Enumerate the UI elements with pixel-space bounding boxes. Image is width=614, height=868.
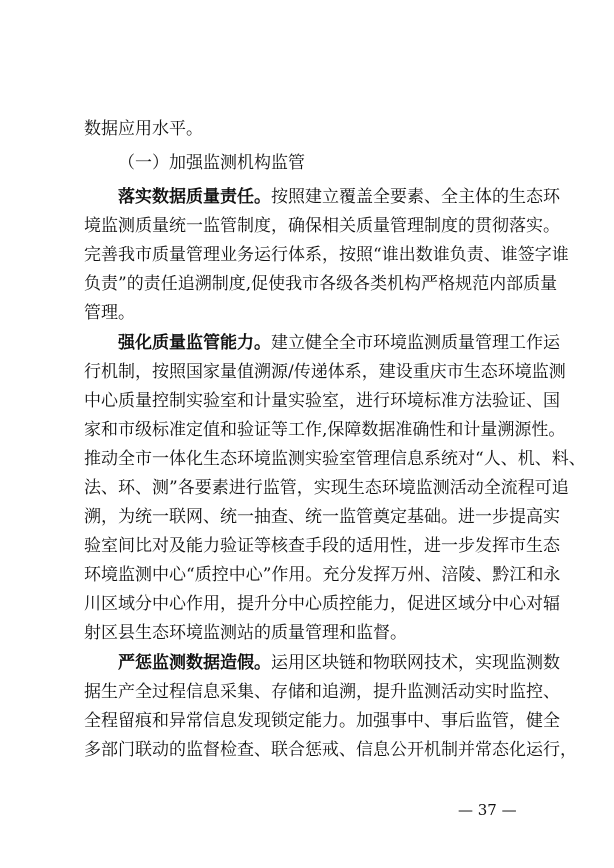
paragraph-2-title: 强化质量监管能力。 (118, 333, 271, 353)
paragraph-2-first-line (118, 331, 560, 355)
paragraph-2-line: 家和市级标准定值和验证等工作,保障数据准确性和计量溯源性。 (84, 420, 566, 440)
paragraph-3-line: 多部门联动的监督检查、联合惩戒、信息公开机制并常态化运行， (84, 740, 577, 760)
paragraph-2-line: 射区县生态环境监测站的质量管理和监督。 (84, 623, 407, 643)
paragraph-2-line: 中心质量控制实验室和计量实验室，进行环境标准方法验证、国 (84, 391, 560, 411)
paragraph-2-line: 法、环、测”各要素进行监管，实现生态环境监测活动全流程可追 (84, 478, 569, 498)
paragraph-3-first-line (118, 651, 560, 675)
paragraph-3-line: 全程留痕和异常信息发现锁定能力。加强事中、事后监管，健全 (84, 711, 560, 731)
paragraph-2-line: 行机制，按照国家量值溯源/传递体系，建设重庆市生态环境监测 (84, 362, 566, 382)
paragraph-1-title: 落实数据质量责任。 (118, 187, 271, 207)
paragraph-1-line: 完善我市质量管理业务运行体系，按照“谁出数谁负责、谁签字谁 (84, 245, 569, 265)
paragraph-2-line: 川区域分中心作用，提升分中心质控能力，促进区域分中心对辐 (84, 594, 560, 614)
paragraph-2-line: 溯，为统一联网、统一抽查、统一监管奠定基础。进一步提高实 (84, 507, 560, 527)
paragraph-2-line: 验室间比对及能力验证等核查手段的适用性，进一步发挥市生态 (84, 536, 560, 556)
paragraph-3-line: 据生产全过程信息采集、存储和追溯，提升监测活动实时监控、 (84, 682, 560, 702)
paragraph-3-first-line-text: 运用区块链和物联网技术，实现监测数 (271, 653, 560, 673)
paragraph-3-title: 严惩监测数据造假。 (118, 653, 271, 673)
paragraph-1-line: 负责”的责任追溯制度,促使我市各级各类机构严格规范内部质量 (84, 274, 558, 294)
opening-line: 数据应用水平。 (84, 119, 203, 139)
paragraph-2-line: 环境监测中心“质控中心”作用。充分发挥万州、涪陵、黔江和永 (84, 565, 561, 585)
paragraph-2-first-line-text: 建立健全全市环境监测质量管理工作运 (271, 333, 560, 353)
paragraph-1-first-line (118, 185, 560, 209)
paragraph-2-line: 推动全市一体化生态环境监测实验室管理信息系统对“人、机、料、 (84, 449, 586, 469)
section-heading: （一）加强监测机构监管 (118, 153, 305, 173)
paragraph-1-line: 境监测质量统一监管制度，确保相关质量管理制度的贯彻落实。 (84, 216, 560, 236)
paragraph-1-line: 管理。 (84, 303, 135, 323)
page-number: — 37 — (458, 801, 517, 819)
paragraph-1-first-line-text: 按照建立覆盖全要素、全主体的生态环 (271, 187, 560, 207)
